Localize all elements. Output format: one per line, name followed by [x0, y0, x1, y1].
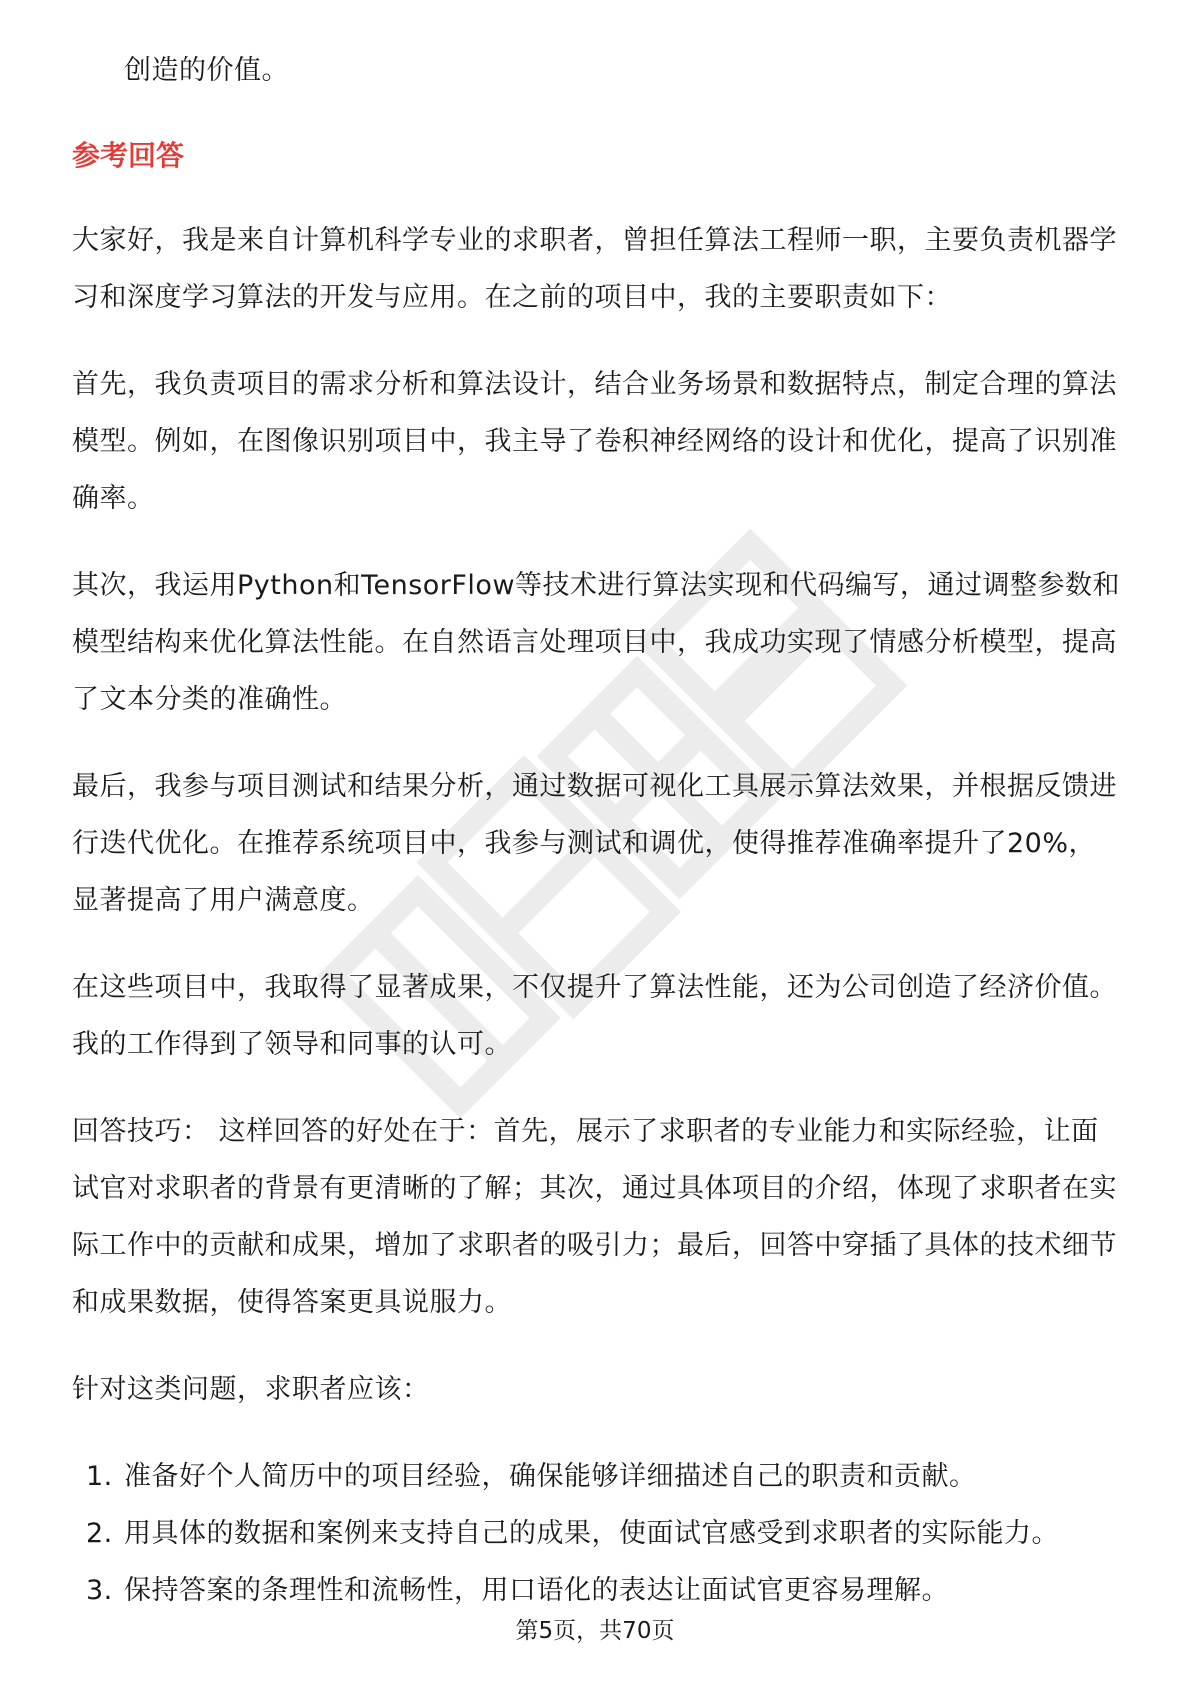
list-item [72, 1562, 1122, 1619]
advice-list [72, 1448, 1122, 1619]
list-item-number: 3. [86, 1575, 113, 1606]
paragraph-last: 最后，我参与项目测试和结果分析，通过数据可视化工具展示算法效果，并根据反馈进行迭代优化。在推荐系统项目中，我参与测试和调优，使得推荐准确率提升了20%，显著提高了用户满意度。 [72, 771, 1117, 916]
document-content [72, 42, 1122, 1619]
list-item [72, 1448, 1122, 1505]
list-item-number: 1. [86, 1461, 113, 1492]
continued-text: 创造的价值。 [124, 55, 289, 86]
list-item [72, 1505, 1122, 1562]
paragraph-first: 首先，我负责项目的需求分析和算法设计，结合业务场景和数据特点，制定合理的算法模型。例如，在图像识别项目中，我主导了卷积神经网络的设计和优化，提高了识别准确率。 [72, 369, 1117, 514]
list-item-text: 保持答案的条理性和流畅性，用口语化的表达让面试官更容易理解。 [124, 1575, 949, 1606]
section-title: 参考回答 [72, 139, 185, 172]
list-item-number: 2. [86, 1518, 113, 1549]
list-item-text: 用具体的数据和案例来支持自己的成果，使面试官感受到求职者的实际能力。 [124, 1518, 1059, 1549]
watermark-text: 职场资料中心 [630, 805, 727, 824]
paragraph-intro: 大家好，我是来自计算机科学专业的求职者，曾担任算法工程师一职，主要负责机器学习和深度学习算法的开发与应用。在之前的项目中，我的主要职责如下： [72, 225, 1117, 313]
page-footer: 第5页，共70页 [515, 1618, 675, 1644]
list-item-text: 准备好个人简历中的项目经验，确保能够详细描述自己的职责和贡献。 [124, 1461, 977, 1492]
paragraph-tips: 回答技巧： 这样回答的好处在于：首先，展示了求职者的专业能力和实际经验，让面试官对求职者的背景有更清晰的了解；其次，通过具体项目的介绍，体现了求职者在实际工作中的贡献和成果，增加了求职者的吸引力；最后，回答中穿插了具体的技术细节和成果数据，使得答案更具说服力。 [72, 1116, 1117, 1318]
paragraph-results: 在这些项目中，我取得了显著成果，不仅提升了算法性能，还为公司创造了经济价值。我的工作得到了领导和同事的认可。 [72, 972, 1117, 1060]
paragraph-second: 其次，我运用Python和TensorFlow等技术进行算法实现和代码编写，通过调整参数和模型结构来优化算法性能。在自然语言处理项目中，我成功实现了情感分析模型，提高了文本分类的准确性。 [72, 570, 1121, 715]
paragraph-advice-lead: 针对这类问题，求职者应该： [72, 1374, 430, 1405]
